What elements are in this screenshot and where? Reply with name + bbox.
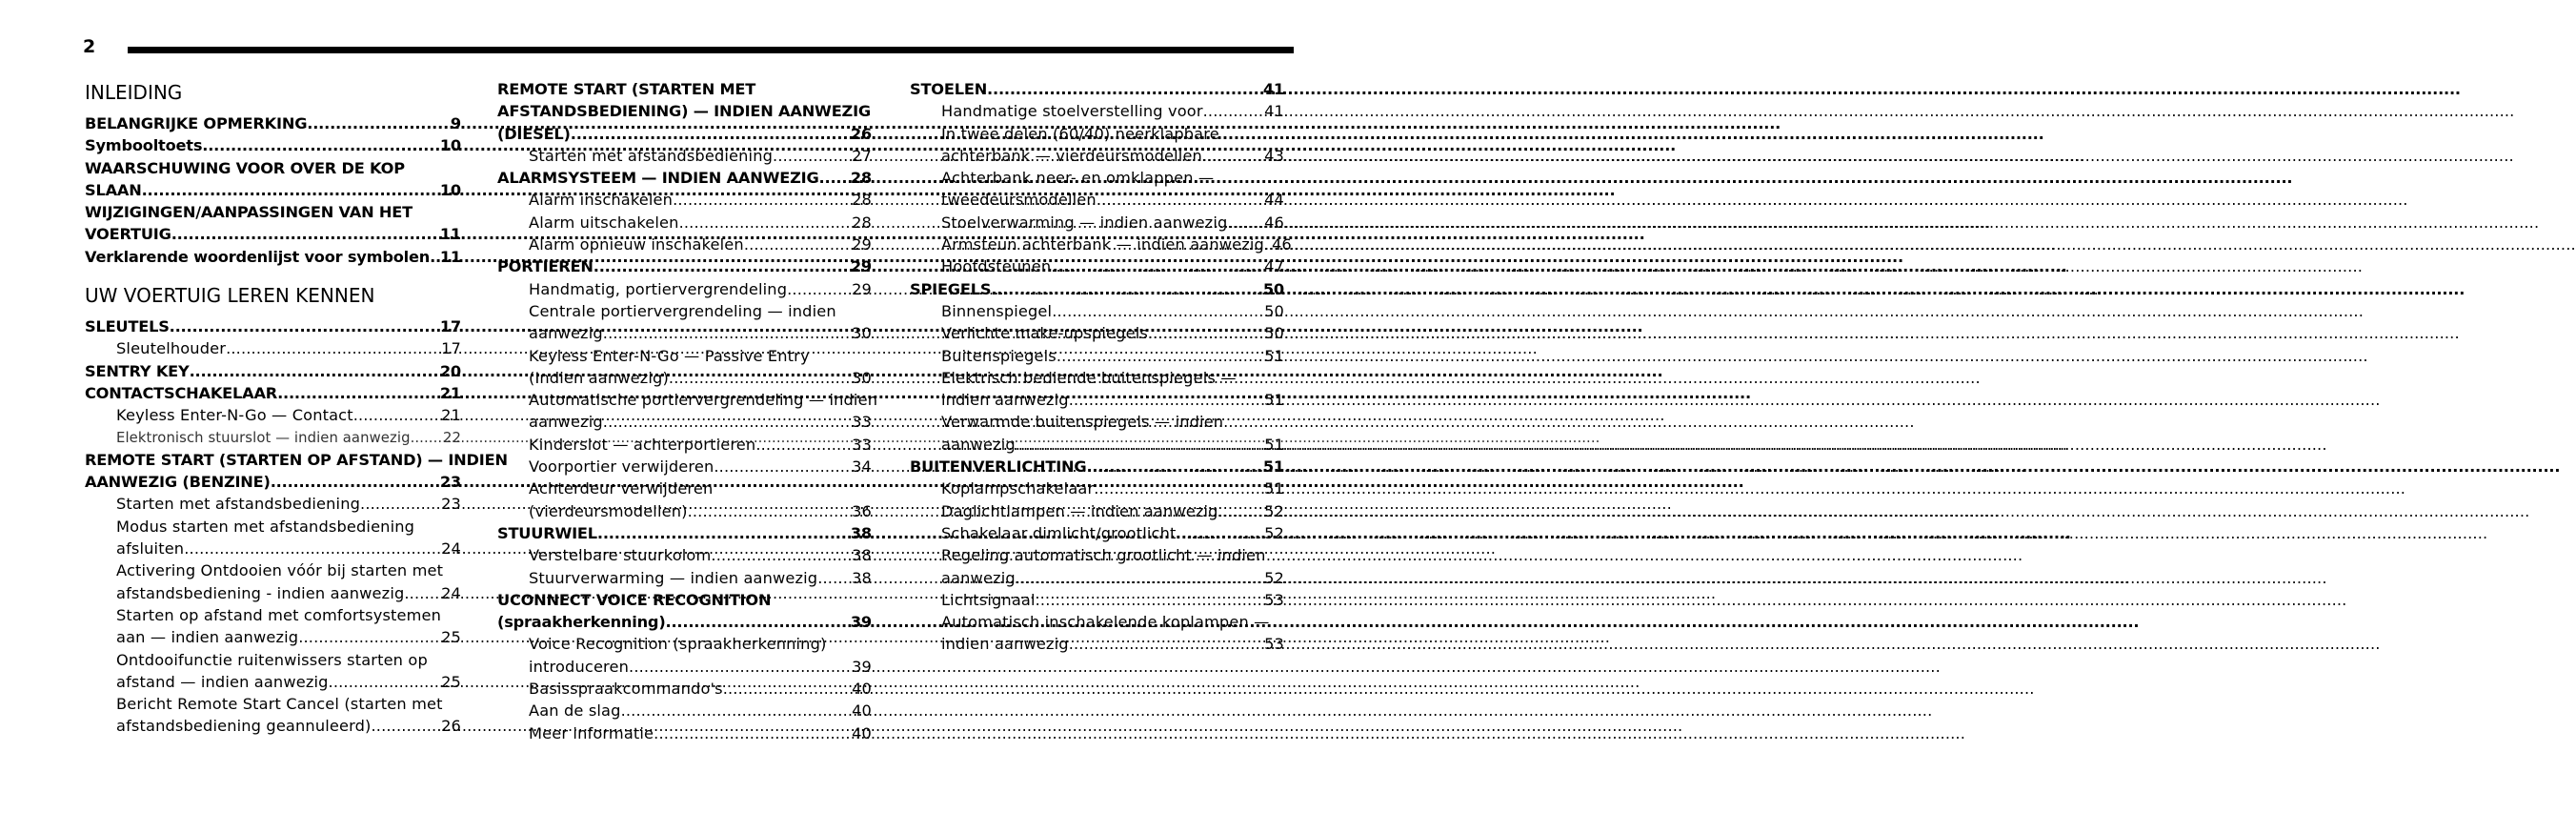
toc-column-2 — [497, 78, 878, 744]
toc-page-number: 46 — [1271, 235, 1292, 254]
toc-page-number: 11 — [439, 247, 461, 266]
dot-leader — [817, 567, 852, 589]
toc-page-number: 51 — [1264, 479, 1284, 498]
toc-entry-label: Alarm inschakelen — [529, 191, 674, 210]
toc-page-number: 24 — [441, 539, 461, 559]
dot-leader — [621, 700, 853, 721]
toc-entry-label: Achterdeur verwijderen — [529, 479, 714, 498]
toc-entry-label: aanwezig — [529, 324, 603, 343]
dot-leader — [404, 582, 441, 604]
dot-leader — [1227, 212, 1264, 234]
dot-leader — [271, 471, 440, 493]
toc-entry-label: AFSTANDSBEDIENING) — INDIEN AANWEZIG — [497, 102, 872, 121]
dot-leader — [329, 671, 442, 693]
toc-entry-sub[interactable] — [910, 123, 1284, 168]
toc-entry-label: Elektrisch bediende buitenspiegels — — [941, 368, 1237, 387]
toc-entry-label: Basisspraakcommando's — [529, 680, 723, 699]
toc-entry-sub[interactable] — [910, 367, 1284, 412]
toc-page-number: 26 — [441, 717, 461, 736]
dot-leader — [991, 278, 1263, 300]
dot-leader — [372, 715, 442, 737]
toc-entry-label: Verstelbare stuurkolom — [529, 546, 712, 565]
toc-entry-label: indien aanwezig — [941, 635, 1069, 654]
toc-page-number: 40 — [852, 701, 872, 721]
toc-entry-label: Kinderslot — achterportieren — [529, 435, 756, 454]
toc-entry-label: afstandsbediening geannuleerd) — [116, 717, 372, 736]
toc-entry-label: Automatische portiervergrendeling — indien — [529, 391, 878, 410]
toc-page-number: 41 — [1264, 102, 1284, 121]
toc-page-number: 38 — [852, 546, 872, 565]
dot-leader — [673, 189, 852, 211]
toc-page-number: 9 — [450, 114, 461, 132]
toc-entry-sub[interactable] — [910, 167, 1284, 212]
toc-entry-sub[interactable] — [910, 544, 1284, 589]
toc-entry-label: (vierdeursmodellen) — [529, 501, 688, 520]
toc-entry-label: Hoofdsteunen — [941, 257, 1052, 276]
toc-entry-main[interactable] — [497, 255, 872, 277]
toc-entry-label: CONTACTSCHAKELAAR — [85, 383, 278, 402]
toc-column-1 — [85, 78, 508, 738]
toc-page-number: 41 — [1262, 80, 1284, 98]
toc-entry-sub[interactable] — [85, 404, 461, 426]
toc-page-number: 29 — [850, 257, 872, 276]
toc-entry-label: Schakelaar dimlicht/grootlicht — [941, 523, 1177, 542]
toc-entry-main[interactable] — [85, 201, 461, 246]
toc-entry-label: Binnenspiegel — [941, 301, 1053, 320]
toc-entry-label: REMOTE START (STARTEN MET — [497, 80, 756, 98]
toc-entry-label: Lichtsignaal — [941, 590, 1036, 609]
toc-entry-sub[interactable] — [910, 300, 1284, 322]
toc-entry-sub[interactable] — [85, 559, 461, 604]
toc-page-number: 52 — [1264, 568, 1284, 587]
toc-page-number: 28 — [852, 191, 872, 210]
toc-entry-sub[interactable] — [497, 345, 872, 390]
dot-leader — [1051, 255, 1264, 277]
toc-entry-label: Stoelverwarming — indien aanwezig — [941, 213, 1228, 232]
dot-leader — [1069, 389, 1264, 411]
toc-page-number: 52 — [1264, 523, 1284, 542]
toc-entry-sub[interactable] — [910, 234, 1292, 255]
toc-page-number: 46 — [1264, 213, 1284, 232]
toc-entry-label: Voorportier verwijderen — [529, 457, 714, 477]
toc-entry-label: Elektronisch stuurslot — indien aanwezig — [116, 429, 411, 446]
page-number: 2 — [83, 36, 96, 57]
toc-page-number: 29 — [852, 235, 872, 254]
toc-entry-label: Starten met afstandsbediening — [116, 495, 361, 514]
dot-leader — [1202, 145, 1264, 167]
toc-entry-sub[interactable] — [497, 477, 872, 522]
toc-entry-label: Armsteun achterbank — indien aanwezig — [941, 235, 1264, 254]
toc-page-number: 50 — [1264, 324, 1284, 343]
dot-leader — [669, 367, 852, 389]
toc-entry-label: Centrale portiervergrendeling — indien — [529, 301, 836, 320]
dot-leader — [277, 382, 440, 404]
toc-entry-sub[interactable] — [497, 678, 872, 700]
toc-entry-label: Verwarmde buitenspiegels — indien — [941, 413, 1224, 432]
dot-leader — [744, 234, 852, 255]
toc-entry-label: SPIEGELS — [910, 279, 992, 298]
toc-entry-label: Automatisch inschakelende koplampen — — [941, 613, 1270, 632]
toc-entry-label: BELANGRIJKE OPMERKING — [85, 114, 308, 132]
toc-page-number: 53 — [1264, 590, 1284, 609]
toc-page-number: 29 — [852, 279, 872, 298]
toc-entry-label: WIJZIGINGEN/AANPASSINGEN VAN HET — [85, 203, 413, 222]
toc-page-number: 38 — [850, 523, 872, 542]
toc-entry-sub[interactable] — [497, 212, 872, 234]
toc-page-number: 40 — [852, 680, 872, 699]
section-heading: INLEIDING — [85, 81, 183, 104]
toc-page-number: 28 — [850, 169, 872, 188]
dot-leader — [1016, 434, 1264, 456]
toc-page-number: 30 — [852, 368, 872, 387]
toc-entry-sub[interactable] — [85, 693, 461, 738]
toc-page-number: 27 — [852, 146, 872, 165]
toc-page-number: 51 — [1262, 457, 1284, 477]
dot-leader — [202, 134, 440, 156]
toc-entry-label: Keyless Enter-N-Go — Passive Entry — [529, 346, 810, 365]
toc-page-number: 28 — [852, 213, 872, 232]
toc-page-number: 30 — [852, 324, 872, 343]
toc-entry-main[interactable] — [910, 278, 1284, 300]
toc-entry-sub[interactable] — [910, 500, 1284, 522]
dot-leader — [755, 434, 852, 456]
toc-entry-sub[interactable] — [910, 589, 1284, 611]
toc-entry-label: Buitenspiegels — [941, 346, 1057, 365]
dot-leader — [1069, 633, 1264, 655]
dot-leader — [170, 315, 440, 337]
section-heading: UW VOERTUIG LEREN KENNEN — [85, 284, 375, 308]
toc-entry-label: PORTIEREN — [497, 257, 594, 276]
toc-entry-sub[interactable] — [497, 300, 872, 345]
toc-page-number: 33 — [852, 435, 872, 454]
toc-page-number: 47 — [1264, 257, 1284, 276]
dot-leader — [1086, 456, 1262, 477]
dot-leader — [987, 78, 1263, 100]
toc-page-number: 23 — [439, 473, 461, 492]
dot-leader — [714, 456, 852, 477]
toc-entry-label: STOELEN — [910, 80, 988, 98]
toc-page-number: 10 — [439, 136, 461, 155]
dot-leader — [307, 112, 451, 134]
toc-entry-sub[interactable] — [910, 322, 1284, 344]
toc-page-number: 21 — [439, 383, 461, 402]
toc-page-number: 43 — [1264, 146, 1284, 165]
toc-entry-sub[interactable] — [497, 544, 872, 566]
toc-entry-label: Regeling automatisch grootlicht — indien — [941, 546, 1266, 565]
toc-entry-label: BUITENVERLICHTING — [910, 457, 1087, 477]
toc-entry-label: SLEUTELS — [85, 317, 170, 336]
toc-entry-label: Verklarende woordenlijst voor symbolen — [85, 247, 431, 266]
dot-leader — [723, 678, 852, 700]
toc-entry-sub[interactable] — [497, 189, 872, 211]
toc-page-number: 53 — [1264, 635, 1284, 654]
dot-leader — [360, 493, 441, 515]
toc-entry-label: afstandsbediening - indien aanwezig — [116, 583, 405, 602]
toc-page-number: 11 — [439, 225, 461, 244]
toc-entry-label: Achterbank neer- en omklappen — — [941, 169, 1215, 188]
toc-entry-label: achterbank — vierdeursmodellen — [941, 146, 1202, 165]
dot-leader — [819, 167, 851, 189]
toc-entry-label: aanwezig — [529, 413, 603, 432]
toc-page-number: 50 — [1264, 301, 1284, 320]
toc-entry-label: In twee delen (60/40) neerklapbare — [941, 124, 1219, 143]
toc-entry-sub[interactable] — [497, 456, 872, 477]
dot-leader — [1036, 589, 1264, 611]
toc-entry-main[interactable] — [85, 246, 461, 268]
toc-entry-label: Alarm opnieuw inschakelen — [529, 235, 744, 254]
top-rule — [128, 47, 1294, 53]
dot-leader — [190, 360, 440, 382]
dot-leader — [298, 626, 441, 648]
toc-entry-label: Koplampschakelaar — [941, 479, 1095, 498]
toc-column-3 — [910, 78, 1292, 656]
dot-leader — [353, 404, 441, 426]
toc-entry-label: Activering Ontdooien vóór bij starten met — [116, 561, 444, 580]
dot-leader — [1176, 522, 1264, 544]
toc-entry-label: (spraakherkenning) — [497, 613, 666, 632]
toc-entry-label: aan — indien aanwezig — [116, 628, 299, 647]
dot-leader — [1218, 500, 1265, 522]
toc-entry-label: introduceren — [529, 657, 630, 676]
toc-entry-label: Stuurverwarming — indien aanwezig — [529, 568, 818, 587]
dot-leader — [1203, 100, 1264, 122]
toc-entry-label: afstand — indien aanwezig — [116, 672, 329, 691]
toc-entry-main[interactable] — [85, 134, 461, 156]
toc-entry-sub[interactable] — [497, 567, 872, 589]
toc-page-number: 52 — [1264, 501, 1284, 520]
dot-leader — [603, 411, 852, 433]
toc-entry-main[interactable] — [85, 382, 461, 404]
toc-entry-label: SENTRY KEY — [85, 361, 190, 380]
toc-entry-sub[interactable] — [497, 434, 872, 456]
toc-entry-label: afsluiten — [116, 539, 185, 559]
toc-page-number: 25 — [441, 628, 461, 647]
dot-leader — [1094, 477, 1264, 499]
toc-page-number: 51 — [1264, 435, 1284, 454]
toc-entry-label: ALARMSYSTEEM — INDIEN AANWEZIG — [497, 169, 819, 188]
toc-entry-sub[interactable] — [497, 278, 872, 300]
dot-leader — [597, 522, 851, 544]
toc-entry-main[interactable] — [497, 167, 872, 189]
toc-page-number: 26 — [850, 124, 872, 143]
toc-entry-sub[interactable] — [910, 611, 1284, 656]
dot-leader — [666, 611, 851, 633]
toc-entry-sub[interactable] — [85, 427, 461, 449]
toc-entry-label: Aan de slag — [529, 701, 621, 721]
toc-entry-label: Verlichte make-upspiegels — [941, 324, 1148, 343]
dot-leader — [654, 722, 852, 744]
toc-page-number: 39 — [850, 613, 872, 632]
toc-page-number: 38 — [852, 568, 872, 587]
toc-entry-label: VOERTUIG — [85, 225, 171, 244]
toc-page-number: 23 — [441, 495, 461, 514]
toc-entry-label: Symbooltoets — [85, 136, 203, 155]
toc-entry-sub[interactable] — [910, 522, 1284, 544]
toc-entry-sub[interactable] — [910, 255, 1284, 277]
toc-page-number: 22 — [442, 429, 461, 446]
toc-entry-main[interactable] — [85, 112, 461, 134]
toc-entry-main[interactable] — [85, 449, 508, 494]
toc-entry-sub[interactable] — [497, 234, 872, 255]
toc-entry-label: aanwezig — [941, 435, 1016, 454]
toc-entry-sub[interactable] — [497, 722, 872, 744]
toc-entry-sub[interactable] — [497, 633, 872, 678]
toc-page-number: 17 — [441, 339, 461, 358]
toc-page-number: 34 — [852, 457, 872, 477]
toc-entry-main[interactable] — [85, 315, 461, 337]
dot-leader — [688, 500, 853, 522]
toc-entry-sub[interactable] — [85, 604, 461, 649]
toc-entry-label: (Indien aanwezig) — [529, 368, 669, 387]
dot-leader — [411, 427, 443, 449]
toc-page-number: 39 — [852, 657, 872, 676]
dot-leader — [1148, 322, 1264, 344]
toc-entry-label: STUURWIEL — [497, 523, 597, 542]
toc-entry-sub[interactable] — [910, 477, 1284, 499]
dot-leader — [571, 123, 851, 145]
dot-leader — [603, 322, 852, 344]
toc-entry-sub[interactable] — [910, 345, 1284, 367]
toc-page-number: 25 — [441, 672, 461, 691]
toc-entry-label: Starten op afstand met comfortsystemen — [116, 605, 442, 624]
dot-leader — [430, 246, 440, 268]
toc-entry-sub[interactable] — [497, 700, 872, 721]
toc-entry-label: Ontdooifunctie ruitenwissers starten op — [116, 650, 428, 669]
toc-entry-label: indien aanwezig — [941, 391, 1069, 410]
toc-page-number: 36 — [852, 501, 872, 520]
toc-page-number: 20 — [439, 361, 461, 380]
dot-leader — [629, 656, 852, 678]
dot-leader — [679, 212, 853, 234]
toc-page-number: 50 — [1262, 279, 1284, 298]
dot-leader — [594, 255, 851, 277]
toc-entry-label: SLAAN — [85, 180, 142, 199]
toc-entry-sub[interactable] — [497, 145, 872, 167]
toc-entry-label: REMOTE START (STARTEN OP AFSTAND) — INDIEN — [85, 450, 508, 469]
toc-entry-label: UCONNECT VOICE RECOGNITION — [497, 590, 772, 609]
toc-entry-sub[interactable] — [910, 411, 1284, 456]
toc-page-number: 51 — [1264, 391, 1284, 410]
dot-leader — [226, 337, 441, 359]
toc-entry-sub[interactable] — [85, 493, 461, 515]
toc-page-number: 51 — [1264, 346, 1284, 365]
toc-entry-sub[interactable] — [910, 100, 1284, 122]
toc-entry-main[interactable] — [497, 589, 872, 634]
toc-entry-main[interactable] — [497, 522, 872, 544]
toc-entry-sub[interactable] — [85, 649, 461, 694]
toc-page-number: 10 — [439, 180, 461, 199]
dot-leader — [1057, 345, 1264, 367]
toc-entry-label: Handmatig, portiervergrendeling — [529, 279, 788, 298]
dot-leader — [773, 145, 852, 167]
toc-entry-label: aanwezig — [941, 568, 1016, 587]
toc-page-number: 17 — [439, 317, 461, 336]
toc-entry-label: WAARSCHUWING VOOR OVER DE KOP — [85, 158, 405, 177]
toc-entry-main[interactable] — [910, 456, 1284, 477]
toc-page-number: 44 — [1264, 191, 1284, 210]
toc-entry-label: Modus starten met afstandsbediening — [116, 517, 415, 536]
toc-entry-main[interactable] — [910, 78, 1284, 100]
toc-entry-label: Voice Recognition (spraakherkenning) — [529, 635, 827, 654]
dot-leader — [1052, 300, 1264, 322]
toc-entry-label: Daglichtlampen — indien aanwezig — [941, 501, 1218, 520]
toc-page-number: 24 — [441, 583, 461, 602]
toc-entry-label: Bericht Remote Start Cancel (starten met — [116, 695, 443, 714]
toc-entry-label: (DIESEL) — [497, 124, 571, 143]
dot-leader — [142, 179, 440, 201]
toc-entry-label: Meer informatie — [529, 723, 654, 742]
toc-entry-main[interactable] — [85, 157, 461, 202]
toc-page-number: 21 — [441, 406, 461, 425]
dot-leader — [171, 223, 440, 245]
toc-entry-label: Alarm uitschakelen — [529, 213, 679, 232]
dot-leader — [1097, 189, 1264, 211]
toc-entry-sub[interactable] — [910, 212, 1284, 234]
toc-entry-label: tweedeursmodellen — [941, 191, 1097, 210]
toc-entry-label: Handmatige stoelverstelling voor — [941, 102, 1203, 121]
toc-entry-sub[interactable] — [85, 337, 461, 359]
toc-entry-sub[interactable] — [85, 516, 461, 560]
toc-entry-sub[interactable] — [497, 389, 878, 434]
dot-leader — [184, 538, 441, 559]
toc-entry-main[interactable] — [497, 78, 872, 145]
dot-leader — [787, 278, 852, 300]
toc-entry-label: Sleutelhouder — [116, 339, 227, 358]
toc-page-number: 40 — [852, 723, 872, 742]
toc-entry-label: Starten met afstandsbediening — [529, 146, 774, 165]
toc-entry-main[interactable] — [85, 360, 461, 382]
toc-entry-label: Keyless Enter-N-Go — Contact — [116, 406, 353, 425]
dot-leader — [1264, 234, 1272, 255]
toc-entry-label: AANWEZIG (BENZINE) — [85, 473, 271, 492]
toc-page-number: 33 — [852, 413, 872, 432]
dot-leader — [1016, 567, 1264, 589]
dot-leader — [711, 544, 852, 566]
